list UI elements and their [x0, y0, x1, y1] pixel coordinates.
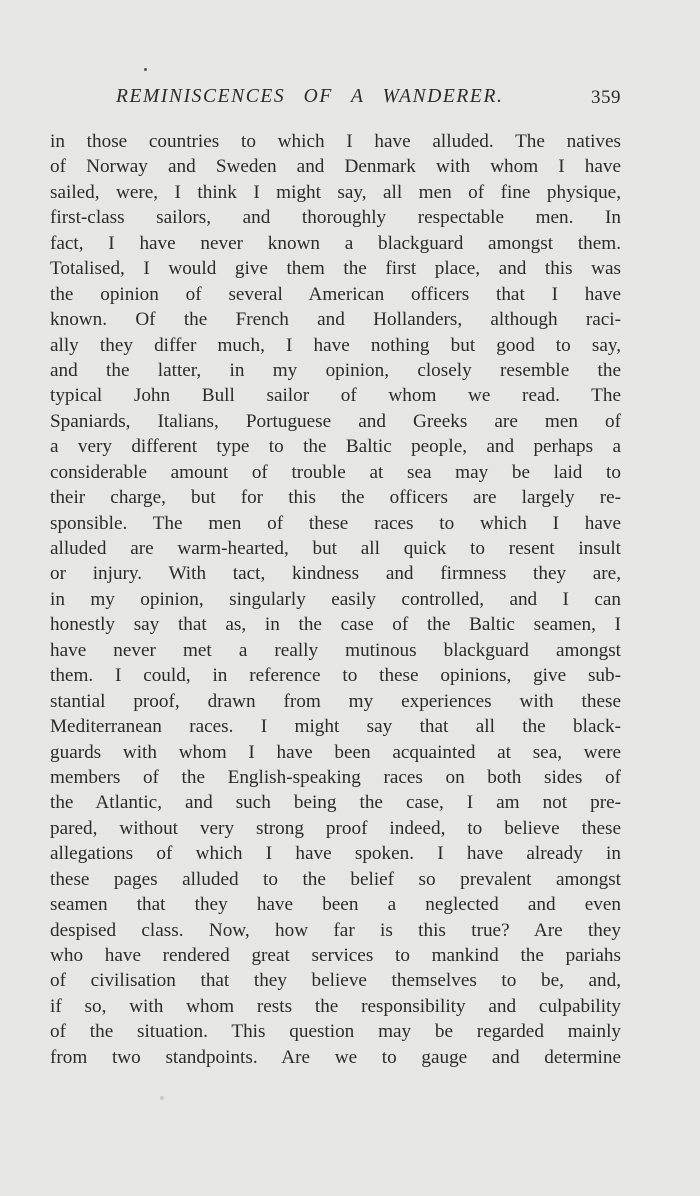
running-head	[50, 86, 621, 114]
text-line: guards with whom I have been acquainted at sea, were	[50, 741, 621, 763]
text-line: known. Of the French and Hollanders, although raci-	[50, 309, 621, 331]
text-line: in those countries to which I have alluded. The natives	[50, 131, 621, 152]
text-line: despised class. Now, how far is this true? Are they	[50, 919, 621, 941]
text-line: of civilisation that they believe themselves to be, and,	[50, 970, 621, 992]
text-line: considerable amount of trouble at sea may be laid to	[50, 461, 621, 483]
text-line: and the latter, in my opinion, closely resemble the	[50, 359, 621, 381]
text-line: Totalised, I would give them the first place, and this was	[50, 258, 621, 280]
text-line: from two standpoints. Are we to gauge and determine	[50, 1046, 621, 1068]
text-line: these pages alluded to the belief so prevalent amongst	[50, 868, 621, 890]
running-title: REMINISCENCES OF A WANDERER.	[116, 86, 504, 107]
text-line: alluded are warm-hearted, but all quick to resent insult	[50, 538, 621, 559]
text-line: stantial proof, drawn from my experiences with these	[50, 690, 621, 712]
text-line: sailed, were, I think I might say, all men of fine physique,	[50, 181, 621, 203]
text-line: who have rendered great services to mankind the pariahs	[50, 945, 621, 966]
text-line: typical John Bull sailor of whom we read. The	[50, 385, 621, 407]
text-line: a very different type to the Baltic people, and perhaps a	[50, 436, 621, 458]
text-line: of the situation. This question may be regarded mainly	[50, 1021, 621, 1043]
ink-speck	[144, 68, 147, 71]
paper-blemish	[160, 1096, 164, 1100]
text-line: members of the English-speaking races on both sides of	[50, 766, 621, 788]
body-text	[50, 129, 621, 1070]
text-line: them. I could, in reference to these opinions, give sub-	[50, 665, 621, 687]
text-line: honestly say that as, in the case of the Baltic seamen, I	[50, 614, 621, 636]
text-line: or injury. With tact, kindness and firmness they are,	[50, 563, 621, 585]
text-line: Mediterranean races. I might say that all the black-	[50, 716, 621, 738]
text-line: Spaniards, Italians, Portuguese and Greeks are men of	[50, 410, 621, 432]
page-number: 359	[591, 87, 621, 108]
text-line: seamen that they have been a neglected and even	[50, 894, 621, 916]
text-line: the opinion of several American officers that I have	[50, 283, 621, 305]
text-line: if so, with whom rests the responsibility and culpability	[50, 995, 621, 1017]
text-line: pared, without very strong proof indeed, to believe these	[50, 817, 621, 839]
text-line: of Norway and Sweden and Denmark with whom I have	[50, 156, 621, 178]
text-line: ally they differ much, I have nothing but good to say,	[50, 334, 621, 356]
text-line: sponsible. The men of these races to which I have	[50, 512, 621, 534]
text-line: allegations of which I have spoken. I have already in	[50, 843, 621, 865]
text-line: the Atlantic, and such being the case, I am not pre-	[50, 792, 621, 814]
text-line: fact, I have never known a blackguard amongst them.	[50, 232, 621, 254]
text-line: have never met a really mutinous blackguard amongst	[50, 639, 621, 661]
text-line: in my opinion, singularly easily controlled, and I can	[50, 588, 621, 610]
text-line: first-class sailors, and thoroughly respectable men. In	[50, 207, 621, 229]
text-line: their charge, but for this the officers are largely re-	[50, 487, 621, 509]
